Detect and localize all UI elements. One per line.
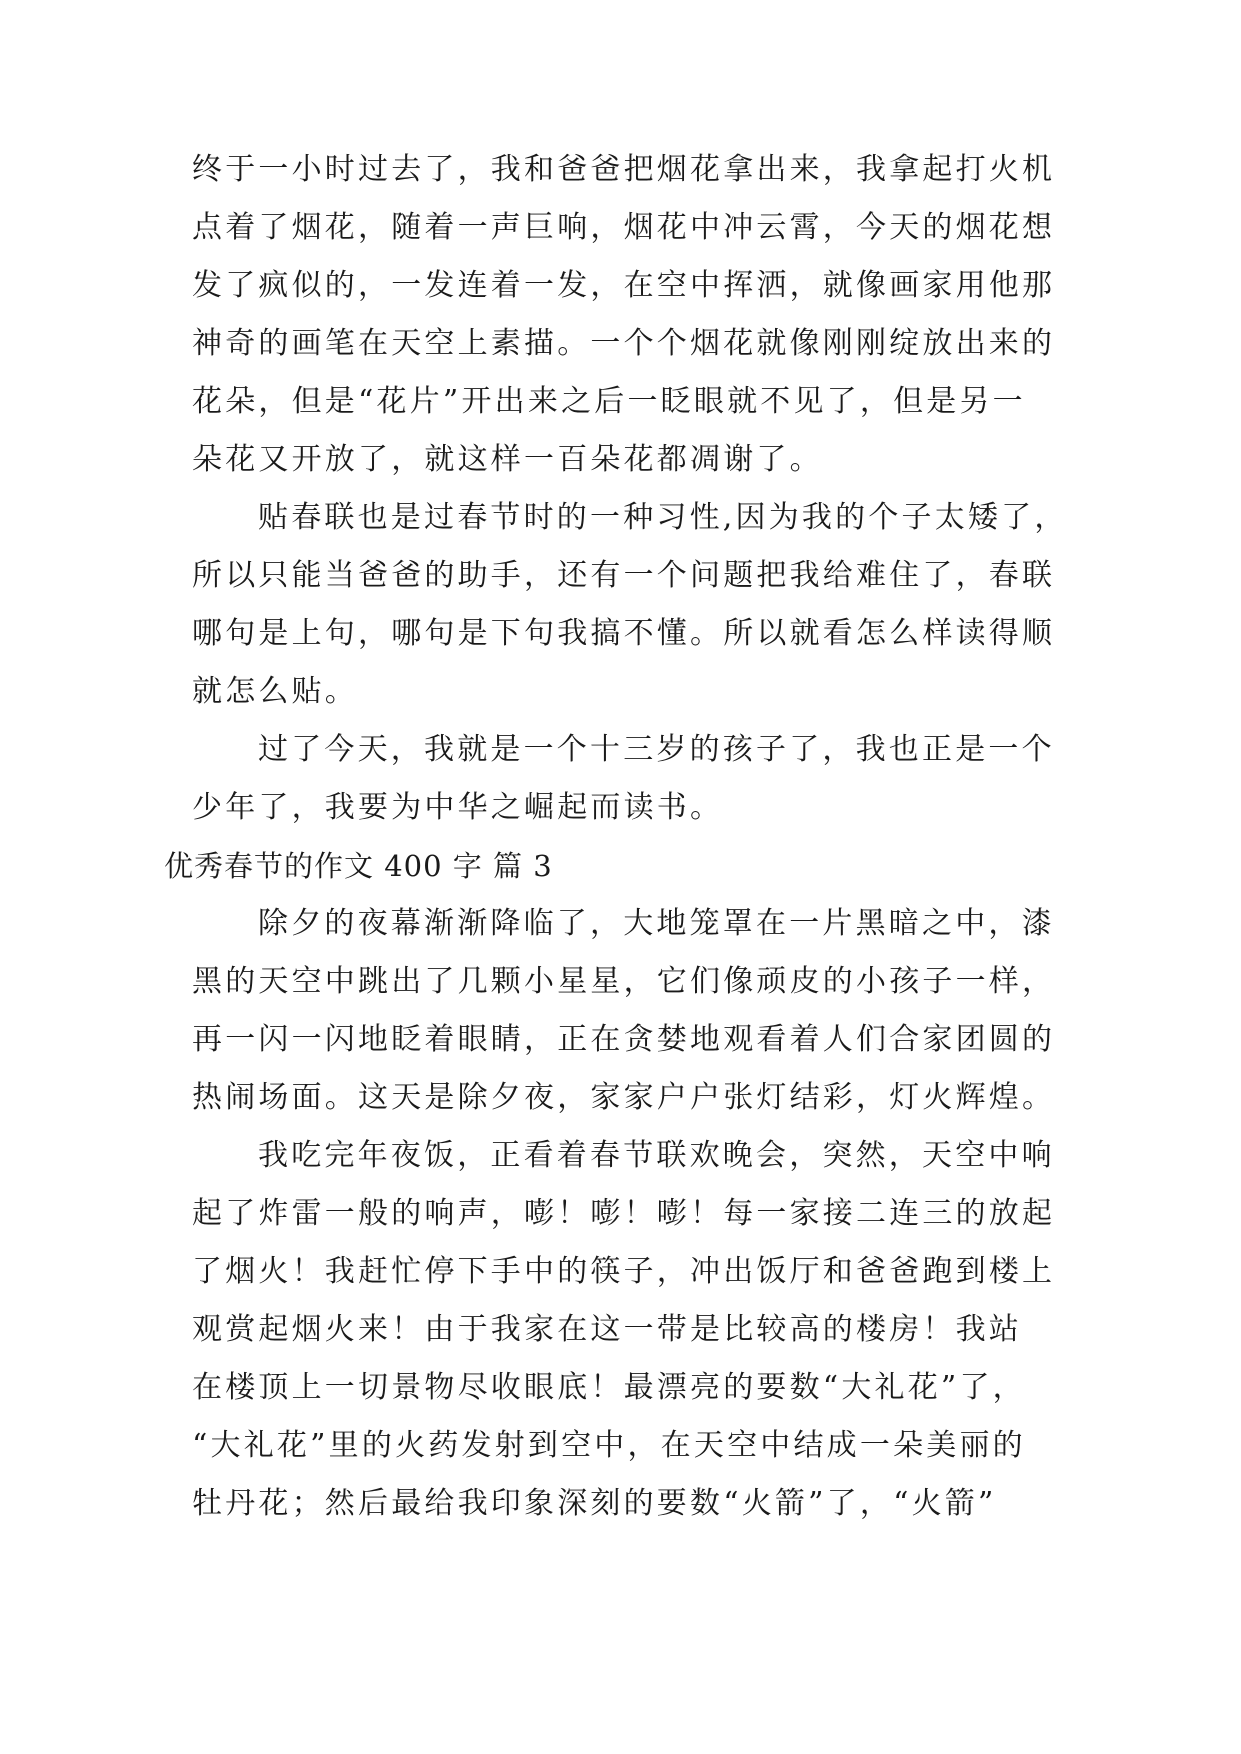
text-line: 观赏起烟火来！由于我家在这一带是比较高的楼房！我站 [192, 1312, 1022, 1347]
text-line: 就怎么贴。 [192, 674, 358, 709]
text-line: 发了疯似的，一发连着一发，在空中挥洒，就像画家用他那 [192, 268, 1056, 303]
text-line: 朵花又开放了，就这样一百朵花都凋谢了。 [192, 442, 823, 477]
text-line: 再一闪一闪地眨着眼睛，正在贪婪地观看着人们合家团圆的 [192, 1022, 1056, 1057]
paragraph-first-line: 过了今天，我就是一个十三岁的孩子了，我也正是一个 [258, 732, 1055, 767]
text-line: 所以只能当爸爸的助手，还有一个问题把我给难住了，春联 [192, 558, 1056, 593]
text-line: 黑的天空中跳出了几颗小星星，它们像顽皮的小孩子一样， [192, 964, 1056, 999]
paragraph-first-line: 除夕的夜幕渐渐降临了，大地笼罩在一片黑暗之中，漆 [258, 906, 1055, 941]
section-heading: 优秀春节的作文 400 字 篇 3 [164, 849, 553, 883]
text-line: 神奇的画笔在天空上素描。一个个烟花就像刚刚绽放出来的 [192, 326, 1056, 361]
text-line: 花朵，但是“花片”开出来之后一眨眼就不见了，但是另一 [192, 384, 1026, 419]
text-line: 在楼顶上一切景物尽收眼底！最漂亮的要数“大礼花”了， [192, 1370, 1026, 1405]
text-line: “大礼花”里的火药发射到空中，在天空中结成一朵美丽的 [192, 1428, 1026, 1463]
text-line: 终于一小时过去了，我和爸爸把烟花拿出来，我拿起打火机 [192, 152, 1056, 187]
paragraph-first-line: 贴春联也是过春节时的一种习性,因为我的个子太矮了， [258, 500, 1068, 535]
text-line: 牡丹花；然后最给我印象深刻的要数“火箭”了，“火箭” [192, 1486, 997, 1521]
paragraph-first-line: 我吃完年夜饭，正看着春节联欢晚会，突然，天空中响 [258, 1138, 1055, 1173]
text-line: 哪句是上句，哪句是下句我搞不懂。所以就看怎么样读得顺 [192, 616, 1056, 651]
text-line: 热闹场面。这天是除夕夜，家家户户张灯结彩，灯火辉煌。 [192, 1080, 1056, 1115]
text-line: 点着了烟花，随着一声巨响，烟花中冲云霄，今天的烟花想 [192, 210, 1056, 245]
text-line: 少年了，我要为中华之崛起而读书。 [192, 790, 724, 825]
text-line: 起了炸雷一般的响声，嘭！嘭！嘭！每一家接二连三的放起 [192, 1196, 1056, 1231]
text-line: 了烟火！我赶忙停下手中的筷子，冲出饭厅和爸爸跑到楼上 [192, 1254, 1056, 1289]
